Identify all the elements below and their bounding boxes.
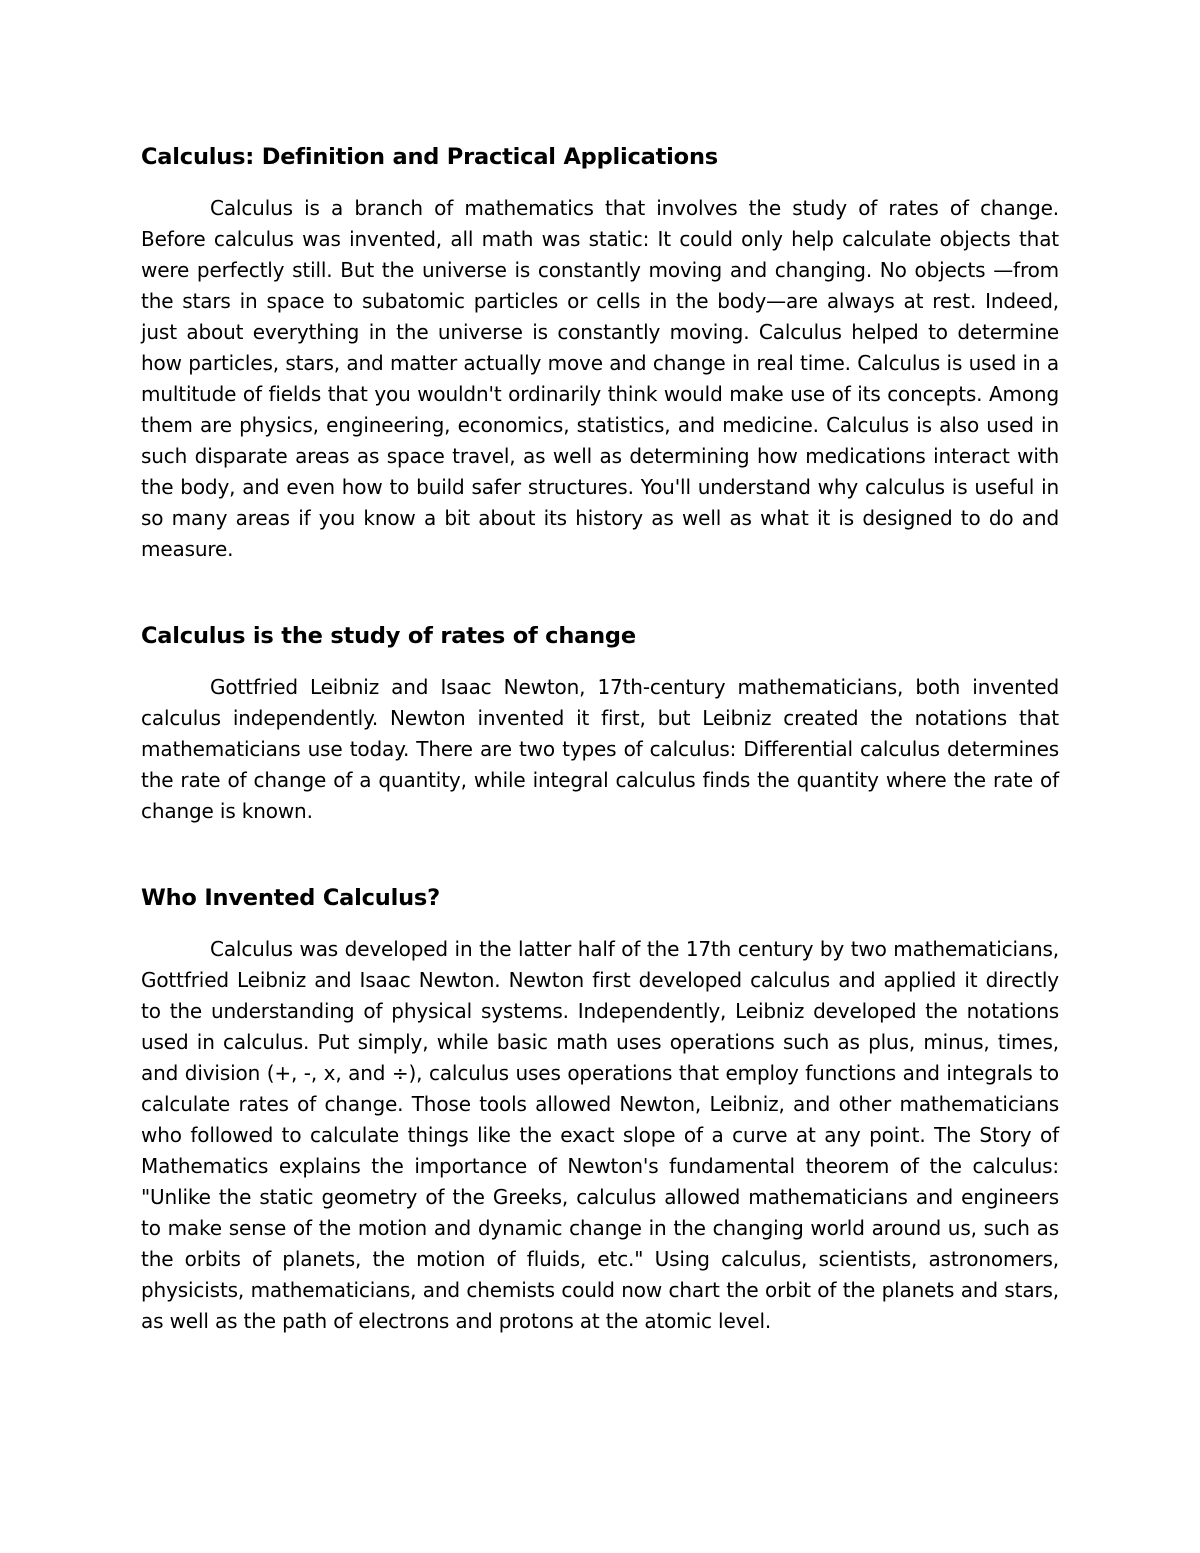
document-page xyxy=(141,142,1059,1337)
section-definition xyxy=(141,142,1059,565)
section-paragraph: Gottfried Leibniz and Isaac Newton, 17th-century mathematicians, both invented calculus independently. Newton invented it first, but Leibniz created the notations that mathematicians use today. There are two types of calculus: Differential calculus determines the rate of change of a quantity, while integral calculus finds the quantity where the rate of change is known. xyxy=(141,675,1059,823)
section-heading: Calculus is the study of rates of change xyxy=(141,623,636,649)
section-heading: Calculus: Definition and Practical Applications xyxy=(141,144,718,170)
section-paragraph: Calculus was developed in the latter half of the 17th century by two mathematicians, Gottfried Leibniz and Isaac Newton. Newton first developed calculus and applied it directly to the understanding of physical systems. Independently, Leibniz developed the notations used in calculus. Put simply, while basic math uses operations such as plus, minus, times, and division (+, -, x, and ÷), calculus uses operations that employ functions and integrals to calculate rates of change. Those tools allowed Newton, Leibniz, and other mathematicians who followed to calculate things like the exact slope of a curve at any point. The Story of Mathematics explains the importance of Newton's fundamental theorem of the calculus: "Unlike the static geometry of the Greeks, calculus allowed mathematicians and engineers to make sense of the motion and dynamic change in the changing world around us, such as the orbits of planets, the motion of fluids, etc." Using calculus, scientists, astronomers, physicists, mathematicians, and chemists could now chart the orbit of the planets and stars, as well as the path of electrons and protons at the atomic level. xyxy=(141,937,1059,1333)
section-who-invented xyxy=(141,883,1059,1337)
section-paragraph: Calculus is a branch of mathematics that involves the study of rates of change. Before calculus was invented, all math was static: It could only help calculate objects that were perfectly still. But the universe is constantly moving and changing. No objects —from the stars in space to subatomic particles or cells in the body—are always at rest. Indeed, just about everything in the universe is constantly moving. Calculus helped to determine how particles, stars, and matter actually move and change in real time. Calculus is used in a multitude of fields that you wouldn't ordinarily think would make use of its concepts. Among them are physics, engineering, economics, statistics, and medicine. Calculus is also used in such disparate areas as space travel, as well as determining how medications interact with the body, and even how to build safer structures. You'll understand why calculus is useful in so many areas if you know a bit about its history as well as what it is designed to do and measure. xyxy=(141,196,1059,561)
section-heading: Who Invented Calculus? xyxy=(141,885,440,911)
section-rates-of-change xyxy=(141,621,1059,827)
